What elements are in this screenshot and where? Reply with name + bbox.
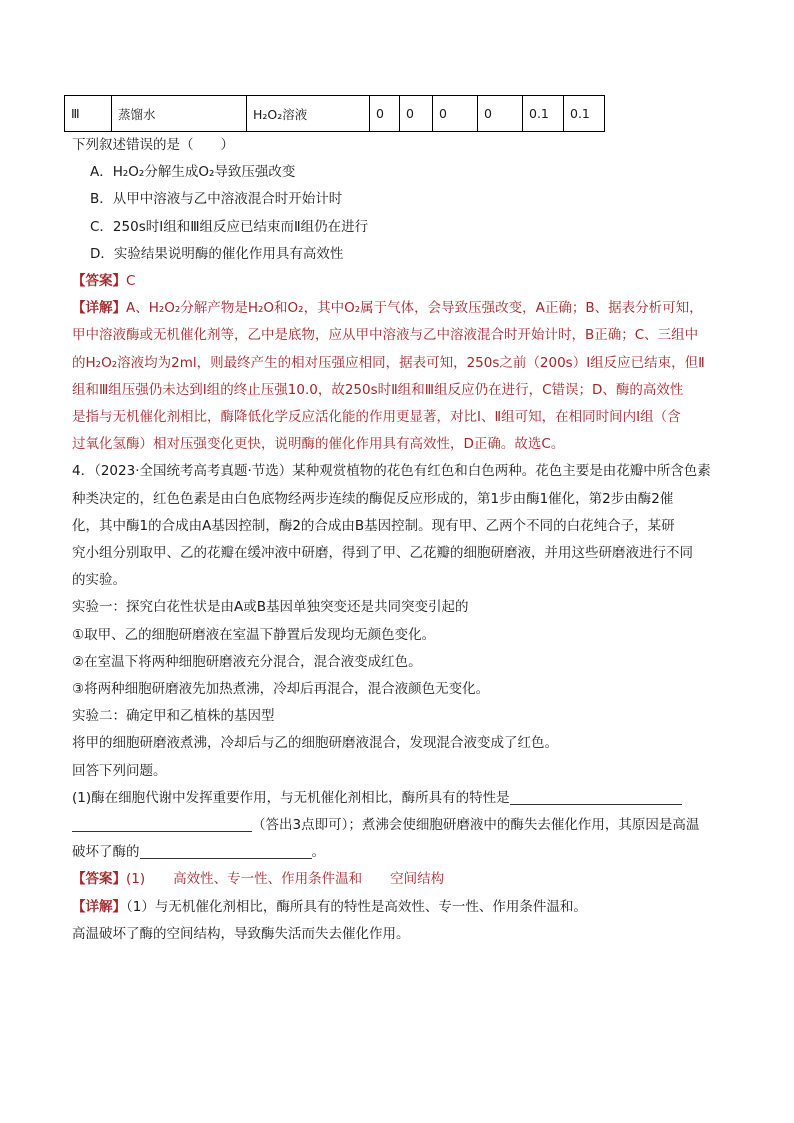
answer-number: (1) (126, 871, 146, 888)
answer-label: 【答案】 (72, 273, 126, 290)
q4-stem-line: 种类决定的，红色色素是由白色底物经两步连续的酶促反应形成的，第1步由酶1催化，第2步由酶2催 (72, 490, 674, 507)
experiment-line: ③将两种细胞研磨液先加热煮沸，冷却后再混合，混合液颜色无变化。 (72, 681, 490, 698)
q4-stem-line: 究小组分别取甲、乙的花瓣在缓冲液中研磨，得到了甲、乙花瓣的细胞研磨液，并用这些研磨液进行不同 (72, 545, 693, 562)
detail-label: 【详解】 (72, 898, 126, 915)
detail-label: 【详解】 (72, 300, 126, 317)
table-cell: 0 (370, 96, 400, 132)
document-body (72, 132, 722, 948)
detail-line: 甲中溶液酶或无机催化剂等，乙中是底物，应从甲中溶液与乙中溶液混合时开始计时，B正确；C、三组中 (72, 327, 699, 344)
sub-question-text: （答出3点即可）；煮沸会使细胞研磨液中的酶失去催化作用，其原因是高温 (252, 817, 700, 834)
answer-blank[interactable] (510, 788, 682, 805)
detail-line: 的H₂O₂溶液均为2ml，则最终产生的相对压强应相同，据表可知，250s之前（200s）Ⅰ组反应已结束，但Ⅱ (72, 354, 705, 371)
data-table (64, 95, 605, 132)
experiment-line: 将甲的细胞研磨液煮沸，冷却后与乙的细胞研磨液混合，发现混合液变成了红色。 (72, 735, 558, 752)
answer-part: 空间结构 (390, 871, 445, 888)
answer-line (72, 268, 722, 295)
table-cell: 0.1 (564, 96, 605, 132)
option-c: C．250s时Ⅰ组和Ⅲ组反应已结束而Ⅱ组仍在进行 (90, 218, 369, 235)
sub-question-end: 。 (311, 844, 325, 861)
sub-question-text: 破坏了酶的 (72, 844, 140, 861)
answer-blank[interactable] (140, 842, 312, 859)
experiment-line: 实验一：探究白花性状是由A或B基因单独突变还是共同突变引起的 (72, 599, 469, 616)
sub-question-text: (1)酶在细胞代谢中发挥重要作用，与无机催化剂相比，酶所具有的特性是 (72, 789, 510, 806)
detail-line: 组和Ⅲ组压强仍未达到Ⅰ组的终止压强10.0，故250s时Ⅱ组和Ⅲ组反应仍在进行，C错误；D、酶的高效性 (72, 381, 684, 398)
answer-part: 高效性、专一性、作用条件温和 (173, 871, 363, 888)
answer-line (72, 866, 722, 893)
table-cell: 0 (478, 96, 523, 132)
table-row (65, 96, 605, 132)
option-d: D．实验结果说明酶的催化作用具有高效性 (90, 245, 344, 262)
sub-question-line (72, 785, 722, 812)
answer-label: 【答案】 (72, 871, 126, 888)
detail-text: A、H₂O₂分解产物是H₂O和O₂，其中O₂属于气体，会导致压强改变，A正确；B、据表分析可知， (126, 300, 703, 317)
q4-stem-line: 4．（2023·全国统考高考真题·节选）某种观赏植物的花色有红色和白色两种。花色主要是由花瓣中所含色素 (72, 463, 711, 480)
detail-line (72, 295, 722, 322)
answer-blank[interactable] (72, 815, 252, 832)
table-cell: 蒸馏水 (112, 96, 247, 132)
q4-stem-line: 的实验。 (72, 572, 126, 589)
experiment-line: 实验二：确定甲和乙植株的基因型 (72, 708, 275, 725)
option-b: B．从甲中溶液与乙中溶液混合时开始计时 (90, 191, 343, 208)
detail-line: 高温破坏了酶的空间结构，导致酶失活而失去催化作用。 (72, 925, 410, 942)
q4-stem-line: 化，其中酶1的合成由A基因控制，酶2的合成由B基因控制。现有甲、乙两个不同的白花纯合子，某研 (72, 517, 675, 534)
table-cell: Ⅲ (65, 96, 112, 132)
experiment-line: ②在室温下将两种细胞研磨液充分混合，混合液变成红色。 (72, 653, 422, 670)
table-cell: H₂O₂溶液 (247, 96, 370, 132)
detail-line: 是指与无机催化剂相比，酶降低化学反应活化能的作用更显著，对比Ⅰ、Ⅱ组可知，在相同时间内Ⅰ组（含 (72, 409, 681, 426)
sub-question-line (72, 839, 722, 866)
detail-line: 过氧化氢酶）相对压强变化更快，说明酶的催化作用具有高效性，D正确。故选C。 (72, 436, 565, 453)
experiment-line: ①取甲、乙的细胞研磨液在室温下静置后发现均无颜色变化。 (72, 626, 436, 643)
option-a: A．H₂O₂分解生成O₂导致压强改变 (90, 164, 296, 181)
table-cell: 0.1 (523, 96, 564, 132)
detail-text: （1）与无机催化剂相比，酶所具有的特性是高效性、专一性、作用条件温和。 (126, 898, 587, 915)
detail-line (72, 894, 722, 921)
table-cell: 0 (400, 96, 433, 132)
experiment-line: 回答下列问题。 (72, 762, 167, 779)
question-stem: 下列叙述错误的是（ ） (72, 137, 234, 153)
sub-question-line (72, 812, 722, 839)
answer-value: C (126, 273, 136, 290)
table-cell: 0 (433, 96, 478, 132)
